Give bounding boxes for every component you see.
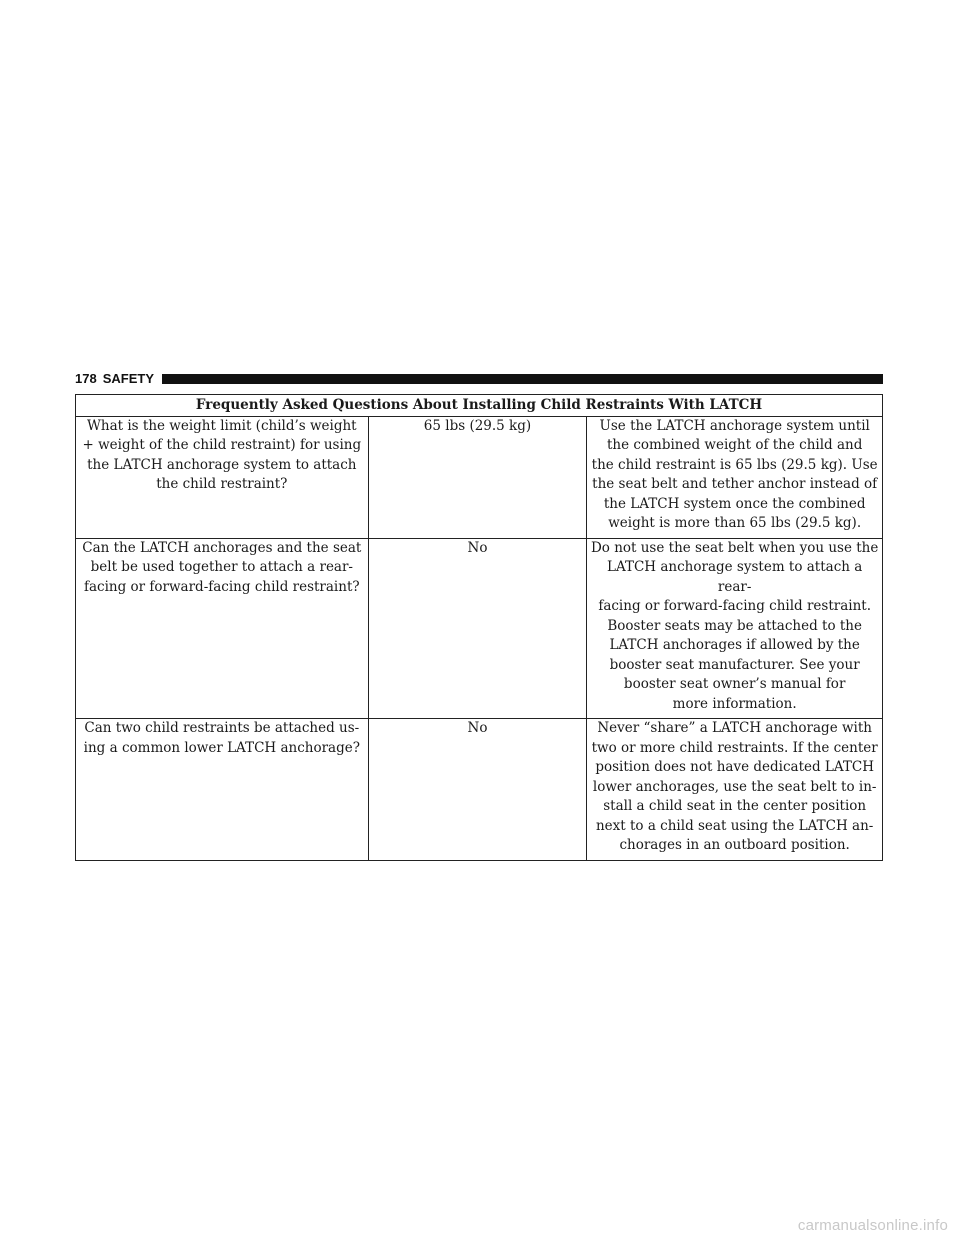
note-cell bbox=[587, 719, 883, 861]
answer-cell bbox=[368, 719, 587, 861]
header-rule bbox=[162, 374, 883, 384]
question-text: What is the weight limit (child’s weight + weight of the child restraint) for using the LATCH anchorage system to attach the child restraint? bbox=[82, 417, 362, 492]
note-cell bbox=[587, 538, 883, 719]
question-text: Can the LATCH anchorages and the seat belt be used together to attach a rear- facing or forward-facing child restraint? bbox=[82, 539, 362, 595]
question-cell bbox=[76, 719, 369, 861]
table-row bbox=[76, 719, 883, 861]
page-header bbox=[75, 372, 883, 386]
note-text: Never “share” a LATCH anchorage with two or more child restraints. If the center position does not have dedicated LATCH lower anchorages, use the seat belt to in- stall a child seat in the center position next to a child seat using the LATCH an- chorages in an outboard position. bbox=[591, 720, 878, 853]
note-text: Use the LATCH anchorage system until the combined weight of the child and the child restraint is 65 lbs (29.5 kg). Use the seat belt and tether anchor instead of the LATCH system once the combined weight is more than 65 lbs (29.5 kg). bbox=[591, 417, 878, 531]
answer-cell bbox=[368, 538, 587, 719]
answer-text: No bbox=[467, 720, 488, 736]
note-cell bbox=[587, 416, 883, 538]
table-row bbox=[76, 416, 883, 538]
question-cell bbox=[76, 538, 369, 719]
faq-table bbox=[75, 394, 883, 861]
question-text: Can two child restraints be attached us- ing a common lower LATCH anchorage? bbox=[83, 720, 360, 756]
table-header-row bbox=[76, 395, 883, 417]
watermark-logo: carmanualsonline.info bbox=[797, 1217, 948, 1234]
note-text: Do not use the seat belt when you use the LATCH anchorage system to attach a rear- facing or forward-facing child restraint. Booster seats may be attached to the LATCH anchorages if allowed by the booster seat manufacturer. See your booster seat owner’s manual for more information. bbox=[590, 539, 879, 712]
answer-text: 65 lbs (29.5 kg) bbox=[423, 417, 532, 434]
table-row bbox=[76, 538, 883, 719]
answer-cell bbox=[368, 416, 587, 538]
page-number: 178 bbox=[75, 371, 97, 386]
question-cell bbox=[76, 416, 369, 538]
answer-text: No bbox=[467, 539, 488, 556]
table-title: Frequently Asked Questions About Installing Child Restraints With LATCH bbox=[76, 395, 883, 417]
section-title: SAFETY bbox=[102, 371, 154, 386]
